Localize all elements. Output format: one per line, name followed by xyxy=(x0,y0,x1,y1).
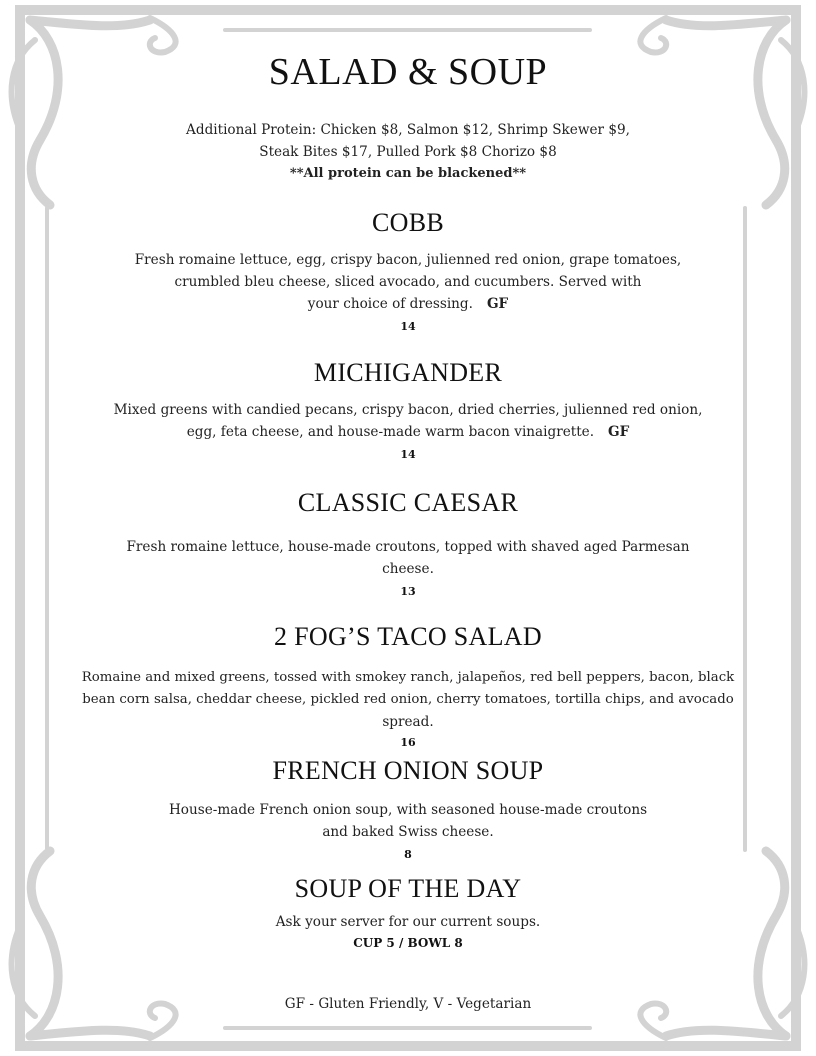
item-price: 14 xyxy=(400,448,416,461)
item-desc-line: and baked Swiss cheese. xyxy=(322,824,494,840)
gf-tag: GF xyxy=(486,296,509,312)
item-desc-line: spread. xyxy=(382,714,434,730)
page-title: SALAD & SOUP xyxy=(268,51,548,93)
item-name: CLASSIC CAESAR xyxy=(297,488,519,517)
item-name: SOUP OF THE DAY xyxy=(294,874,522,903)
item-name: COBB xyxy=(371,208,444,237)
item-desc-line: Mixed greens with candied pecans, crispy bacon, dried cherries, julienned red onion, xyxy=(113,402,703,418)
gf-tag: GF xyxy=(608,424,630,440)
item-desc-line: your choice of dressing. xyxy=(307,296,473,312)
item-desc-line: bean corn salsa, cheddar cheese, pickled red onion, cherry tomatoes, tortilla chips, and avocado xyxy=(82,692,734,707)
item-desc-line: Fresh romaine lettuce, house-made croutons, topped with shaved aged Parmesan xyxy=(126,539,690,555)
item-desc-line: House-made French onion soup, with seasoned house-made croutons xyxy=(168,802,648,818)
item-desc-line-with-tag xyxy=(0,421,816,443)
item-desc-line: Romaine and mixed greens, tossed with smokey ranch, jalapeños, red bell peppers, bacon, black xyxy=(81,670,735,685)
footer-legend: GF - Gluten Friendly, V - Vegetarian xyxy=(284,996,532,1012)
item-name: FRENCH ONION SOUP xyxy=(272,756,544,785)
item-desc-line-with-tag xyxy=(0,293,816,315)
item-price: CUP 5 / BOWL 8 xyxy=(353,936,463,950)
item-name: 2 FOG’S TACO SALAD xyxy=(274,622,542,651)
item-price: 8 xyxy=(404,848,412,861)
item-price: 16 xyxy=(400,736,416,749)
item-desc-line: egg, feta cheese, and house-made warm bacon vinaigrette. xyxy=(186,424,595,440)
item-price: 14 xyxy=(400,320,416,333)
protein-note: **All protein can be blackened** xyxy=(289,166,527,181)
item-desc-line: crumbled bleu cheese, sliced avocado, and cucumbers. Served with xyxy=(174,274,642,290)
item-desc-line: cheese. xyxy=(382,561,434,577)
protein-line-1: Additional Protein: Chicken $8, Salmon $12, Shrimp Skewer $9, xyxy=(186,122,630,138)
item-price: 13 xyxy=(400,585,416,598)
item-desc-line: Fresh romaine lettuce, egg, crispy bacon, julienned red onion, grape tomatoes, xyxy=(134,252,682,268)
item-desc-line: Ask your server for our current soups. xyxy=(275,914,541,930)
item-name: MICHIGANDER xyxy=(313,358,503,387)
protein-line-2: Steak Bites $17, Pulled Pork $8 Chorizo $8 xyxy=(259,144,557,160)
